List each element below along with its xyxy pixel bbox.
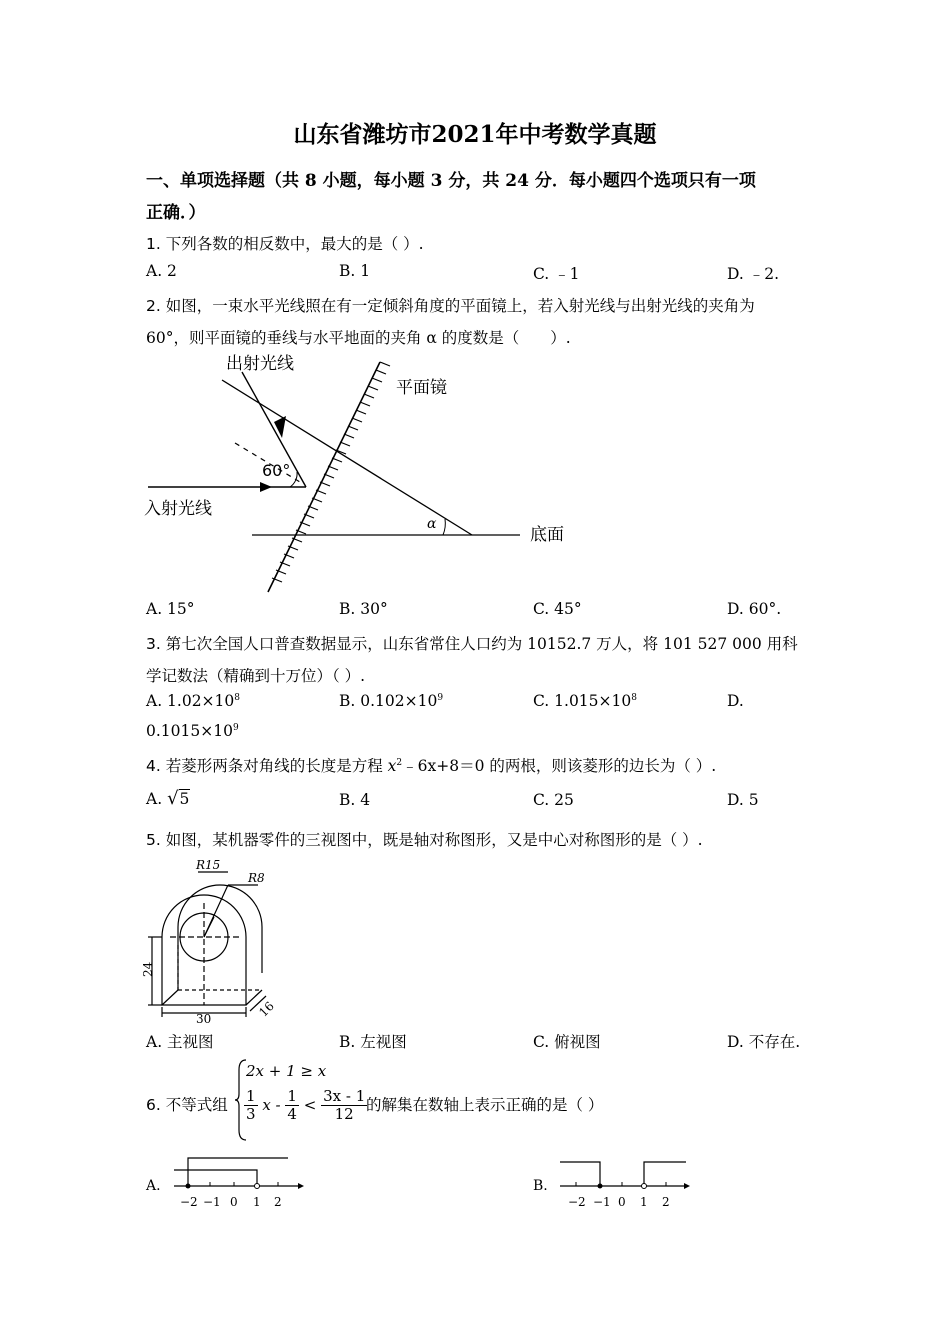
q4-option-c[interactable]: C. 25 xyxy=(533,791,574,809)
number-line-a xyxy=(170,1152,310,1212)
q5-option-b[interactable]: B. 左视图 xyxy=(339,1033,407,1051)
q3-option-c[interactable]: C. $1.015\times 10^8$ xyxy=(533,692,637,710)
label-24: 24 xyxy=(141,961,155,977)
number-line-b xyxy=(556,1152,696,1212)
question-1 xyxy=(146,232,424,254)
incident-arrow xyxy=(260,482,272,492)
section-heading-line1: 一、单项选择题（共 8 小题，每小题 3 分，共 24 分．每小题四个选项只有一项 xyxy=(146,171,756,191)
q6-option-b[interactable]: B. xyxy=(533,1178,548,1194)
label-16: 16 xyxy=(256,998,277,1020)
question-6-prefix: 6. 不等式组 xyxy=(146,1096,228,1114)
question-text: 第七次全国人口普查数据显示，山东省常住人口约为 10152.7 万人，将 101 527 000 用科 xyxy=(160,635,798,653)
q5-option-a[interactable]: A. 主视图 xyxy=(146,1033,214,1051)
label-mirror: 平面镜 xyxy=(396,378,447,398)
angle-arc-60 xyxy=(290,472,297,487)
q3-option-d-value: $0.1015\times 10^9$ xyxy=(146,722,239,740)
inequality-2: $\frac{1}{3}$ x - $\frac{1}{4}$ < $\frac{3x - 1}{12}$ xyxy=(246,1087,366,1124)
q5-option-d[interactable]: D. 不存在. xyxy=(727,1033,801,1051)
question-number: 4. xyxy=(146,757,161,775)
q4-option-b[interactable]: B. 4 xyxy=(339,791,371,809)
label-r8: R8 xyxy=(248,871,265,885)
fraction-3x-1-12: $\frac{3x - 1}{12}$ xyxy=(323,1087,366,1124)
angle-arc-alpha xyxy=(443,519,445,535)
question-text: 如图，一束水平光线照在有一定倾斜角度的平面镜上，若入射光线与出射光线的夹角为 xyxy=(160,297,755,315)
question-4: 4. 若菱形两条对角线的长度是方程 $x^2﹣6x+8=0$ 的两根，则该菱形的边长为（ ）. xyxy=(146,757,717,775)
label-out-ray: 出射光线 xyxy=(226,354,294,374)
inequality-1: 2x + 1 ≥ x xyxy=(246,1062,327,1080)
label-in-ray: 入射光线 xyxy=(144,499,212,519)
question-text: 下列各数的相反数中，最大的是（ ）. xyxy=(160,235,424,253)
q2-option-b[interactable]: B. 30° xyxy=(339,600,388,618)
q4-option-a[interactable]: A. √5 xyxy=(146,788,190,809)
question-3-line2: 学记数法（精确到十万位）（ ）. xyxy=(146,667,366,685)
q4-option-d[interactable]: D. 5 xyxy=(727,791,759,809)
tick-label: 1 xyxy=(253,1195,261,1209)
question-number: 5. xyxy=(146,831,161,849)
tick-label: −2 xyxy=(180,1195,198,1209)
q6-option-a[interactable]: A. xyxy=(146,1178,161,1194)
label-angle-60: 60° xyxy=(262,461,291,480)
q3-option-a[interactable]: A. $1.02\times 10^8$ xyxy=(146,692,241,710)
label-ground: 底面 xyxy=(530,525,564,545)
tick-label: 0 xyxy=(618,1195,626,1209)
mirror-diagram xyxy=(140,350,580,595)
question-text: 如图，某机器零件的三视图中，既是轴对称图形，又是中心对称图形的是（ ）. xyxy=(160,831,703,849)
tick-label: 1 xyxy=(640,1195,648,1209)
section-heading-line2: 正确．） xyxy=(146,203,206,223)
q2-option-c[interactable]: C. 45° xyxy=(533,600,582,618)
question-number: 1. xyxy=(146,235,161,253)
fraction-1-3: $\frac{1}{3}$ xyxy=(246,1087,256,1124)
tick-label: −1 xyxy=(203,1195,221,1209)
fraction-1-4: $\frac{1}{4}$ xyxy=(287,1087,297,1124)
question-5 xyxy=(146,828,703,850)
q1-option-b[interactable]: B. 1 xyxy=(339,262,371,280)
tick-label: 2 xyxy=(274,1195,282,1209)
question-2-line1 xyxy=(146,294,755,316)
label-r15: R15 xyxy=(196,858,221,872)
q3-option-d[interactable]: D. xyxy=(727,692,744,710)
question-number: 3. xyxy=(146,635,161,653)
machine-part-diagram xyxy=(140,855,285,1025)
tick-label: −2 xyxy=(568,1195,586,1209)
q3-option-b[interactable]: B. $0.102\times 10^9$ xyxy=(339,692,444,710)
question-number: 2. xyxy=(146,297,161,315)
question-number: 6. xyxy=(146,1096,161,1114)
label-alpha: α xyxy=(427,516,437,532)
tick-label: 2 xyxy=(662,1195,670,1209)
q2-option-d[interactable]: D. 60°. xyxy=(727,600,782,618)
q1-option-c[interactable]: C. ﹣1 xyxy=(533,265,580,283)
tick-label: −1 xyxy=(593,1195,611,1209)
reflected-arrow xyxy=(274,416,286,438)
q1-option-a[interactable]: A. 2 xyxy=(146,262,177,280)
q5-option-c[interactable]: C. 俯视图 xyxy=(533,1033,601,1051)
label-30: 30 xyxy=(196,1012,212,1025)
q1-option-d[interactable]: D. ﹣2. xyxy=(727,265,780,283)
tick-label: 0 xyxy=(230,1195,238,1209)
page-title: 山东省潍坊市2021年中考数学真题 xyxy=(293,121,657,148)
question-6-suffix: 的解集在数轴上表示正确的是（ ） xyxy=(366,1096,604,1114)
question-2-line2: 60°，则平面镜的垂线与水平地面的夹角 α 的度数是（ ）. xyxy=(146,329,571,347)
question-3-line1 xyxy=(146,632,798,654)
q2-option-a[interactable]: A. 15° xyxy=(146,600,195,618)
